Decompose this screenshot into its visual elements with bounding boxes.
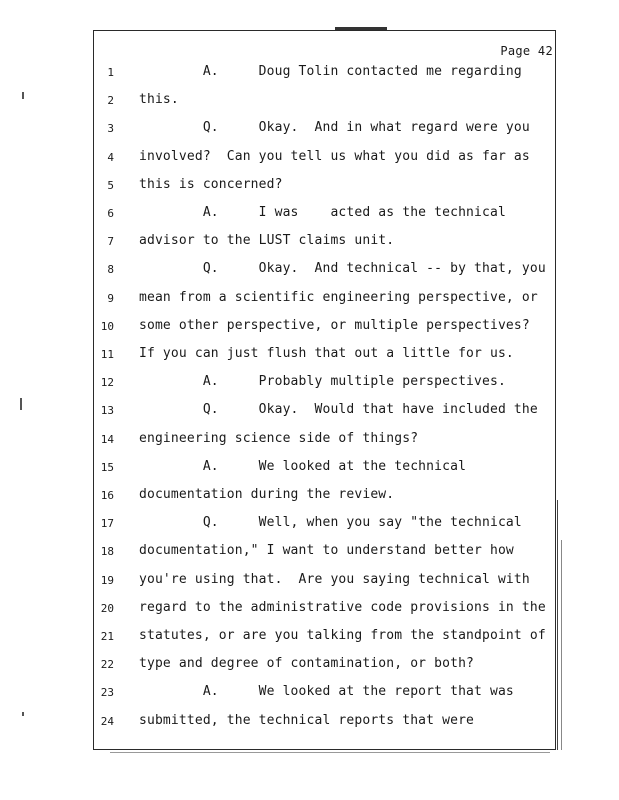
line-number: 20 <box>100 601 114 615</box>
line-number: 19 <box>100 573 114 587</box>
line-number: 11 <box>100 348 114 361</box>
line-number: 24 <box>100 714 114 728</box>
line-text: A. Probably multiple perspectives. <box>139 374 506 390</box>
line-number: 10 <box>100 319 114 333</box>
line-text: submitted, the technical reports that were <box>139 712 475 728</box>
line-number: 3 <box>107 122 114 136</box>
transcript-line <box>0 120 560 140</box>
line-number: 2 <box>107 94 114 108</box>
line-number: 5 <box>107 178 114 192</box>
transcript-line <box>0 600 560 620</box>
line-number: 12 <box>100 376 114 390</box>
line-text: mean from a scientific engineering perspective, or <box>139 289 538 305</box>
line-text: engineering science side of things? <box>139 430 419 446</box>
transcript-line <box>0 656 560 676</box>
line-number: 18 <box>100 545 114 559</box>
line-text: this is concerned? <box>139 176 283 192</box>
transcript-line <box>0 515 560 535</box>
line-number: 7 <box>107 235 114 249</box>
transcript-line <box>0 261 560 281</box>
transcript-line <box>0 543 560 563</box>
line-text: A. Doug Tolin contacted me regarding <box>139 64 522 79</box>
line-text: A. We looked at the report that was <box>139 684 514 700</box>
transcript-line <box>0 290 560 310</box>
transcript-line <box>0 572 560 592</box>
transcript-line <box>0 374 560 394</box>
line-number: 8 <box>107 263 114 277</box>
line-text: Q. Well, when you say "the technical <box>139 515 522 531</box>
line-number: 14 <box>100 432 114 446</box>
line-number: 16 <box>100 489 114 502</box>
line-number: 22 <box>100 658 114 672</box>
line-text: statutes, or are you talking from the standpoint of <box>139 628 546 643</box>
line-text: involved? Can you tell us what you did as far as <box>139 148 530 164</box>
line-text: this. <box>139 92 179 108</box>
line-text: documentation," I want to understand better how <box>139 543 514 559</box>
transcript-line <box>0 713 560 733</box>
line-number: 13 <box>100 404 114 418</box>
line-number: 6 <box>107 207 114 220</box>
page-number: Page 42 <box>500 44 553 58</box>
transcript-line <box>0 684 560 704</box>
line-text: A. We looked at the technical <box>139 458 467 474</box>
line-number: 9 <box>107 291 114 305</box>
line-number: 21 <box>100 630 114 643</box>
transcript-line <box>0 628 560 648</box>
transcript-line <box>0 205 560 225</box>
line-text: you're using that. Are you saying technical with <box>139 571 530 587</box>
line-number: 15 <box>100 460 114 474</box>
transcript-line <box>0 177 560 197</box>
transcript-line <box>0 92 560 112</box>
line-number: 23 <box>100 686 114 700</box>
transcript-line <box>0 318 560 338</box>
transcript-line <box>0 149 560 169</box>
transcript-line <box>0 346 560 366</box>
transcript-line <box>0 431 560 451</box>
transcript-line <box>0 64 560 84</box>
line-number: 4 <box>107 150 114 164</box>
line-text: If you can just flush that out a little for us. <box>139 346 514 361</box>
line-text: advisor to the LUST claims unit. <box>139 233 395 249</box>
line-text: A. I was acted as the technical <box>139 205 506 220</box>
transcript-line <box>0 487 560 507</box>
transcript-line <box>0 459 560 479</box>
line-number: 1 <box>107 66 114 79</box>
line-text: Q. Okay. And in what regard were you <box>139 120 530 136</box>
transcript-line <box>0 402 560 422</box>
transcript-line <box>0 233 560 253</box>
line-text: Q. Okay. Would that have included the <box>139 402 538 418</box>
line-text: regard to the administrative code provisions in the <box>139 599 546 615</box>
line-text: Q. Okay. And technical -- by that, you <box>139 261 546 277</box>
line-number: 17 <box>100 517 114 531</box>
line-text: documentation during the review. <box>139 487 395 502</box>
line-text: type and degree of contamination, or both? <box>139 656 475 672</box>
line-text: some other perspective, or multiple perspectives? <box>139 317 530 333</box>
